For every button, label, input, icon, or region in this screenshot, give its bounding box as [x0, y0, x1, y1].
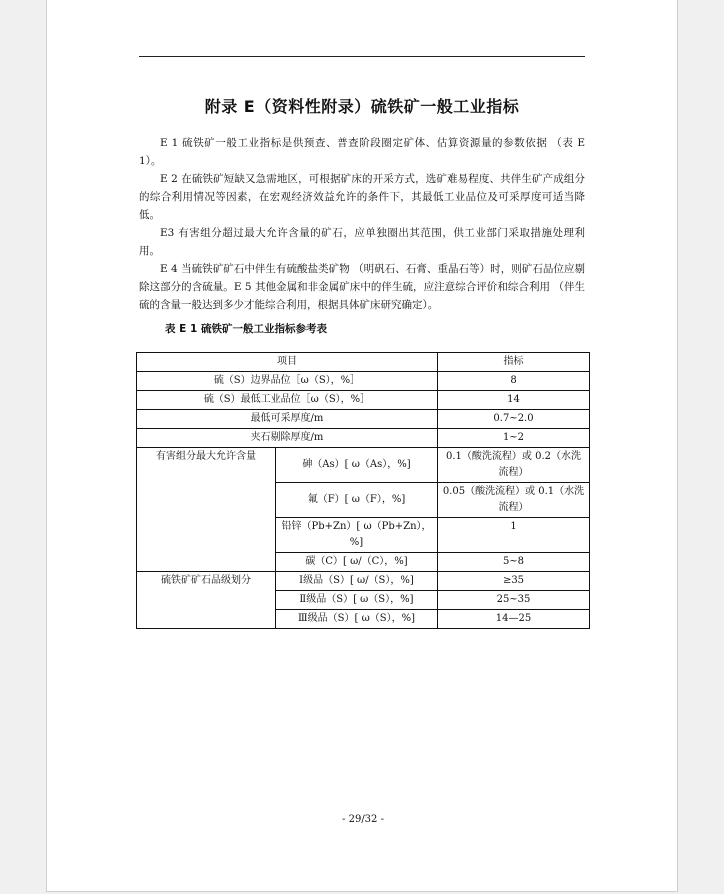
row-label: 铅锌（Pb+Zn）[ ω（Pb+Zn），%] — [276, 518, 438, 553]
table-header-row — [137, 353, 590, 372]
table-row — [137, 572, 590, 591]
row-value: 14 — [438, 391, 590, 410]
body-text — [139, 134, 585, 314]
row-value: 8 — [438, 372, 590, 391]
row-value: 5~8 — [438, 553, 590, 572]
table-caption: 表 E 1 硫铁矿一般工业指标参考表 — [165, 323, 327, 335]
paragraph-e2: E 2 在硫铁矿短缺又急需地区，可根据矿床的开采方式，选矿难易程度、共伴生矿产成组分的综合利用情况等因素，在宏观经济效益允许的条件下，其最低工业品位及可采厚度可适当降低。 — [139, 173, 585, 221]
paragraph-e3: E3 有害组分超过最大允许含量的矿石，应单独圈出其范围，供工业部门采取措施处理利用。 — [139, 227, 585, 257]
row-value: 0.05（酸洗流程）或 0.1（水洗流程） — [438, 483, 590, 518]
row-label: 硫（S）最低工业品位［ω（S），%］ — [137, 391, 438, 410]
row-value: 1~2 — [438, 429, 590, 448]
row-value: 14—25 — [438, 610, 590, 629]
row-label: 氟（F）[ ω（F），%] — [276, 483, 438, 518]
row-label: Ⅱ级品（S）[ ω（S），%] — [276, 591, 438, 610]
grade-group-label: 硫铁矿矿石品级划分 — [137, 572, 276, 629]
paragraph-e1: E 1 硫铁矿一般工业指标是供预查、普查阶段圈定矿体、估算资源量的参数依据 （表 E 1）。 — [139, 137, 585, 167]
table-row — [137, 372, 590, 391]
indicator-table — [136, 352, 590, 629]
row-label: 砷（As）[ ω（As），%] — [276, 448, 438, 483]
document-page — [46, 0, 678, 892]
harmful-group-label: 有害组分最大允许含量 — [137, 448, 276, 572]
table-row — [137, 391, 590, 410]
row-value: 0.1（酸洗流程）或 0.2（水洗流程） — [438, 448, 590, 483]
row-label: Ⅲ级品（S）[ ω（S），%] — [276, 610, 438, 629]
row-label: 碳（C）[ ω/（C），%] — [276, 553, 438, 572]
row-value: 0.7~2.0 — [438, 410, 590, 429]
table-row — [137, 410, 590, 429]
appendix-title: 附录 E（资料性附录）硫铁矿一般工业指标 — [204, 97, 520, 116]
paragraph-e4-e5: E 4 当硫铁矿矿石中伴生有硫酸盐类矿物 （明矾石、石膏、重晶石等）时，则矿石品位应剔除这部分的含硫量。E 5 其他金属和非金属矿床中的伴生硫，应注意综合评价和综合利用 （伴生硫的含量一般达到多少才能综合利用，根据具体矿床研究确定）。 — [139, 263, 585, 311]
header-rule — [139, 56, 585, 57]
row-label: 硫（S）边界品位［ω（S），%］ — [137, 372, 438, 391]
row-value: 1 — [438, 518, 590, 553]
row-value: 25~35 — [438, 591, 590, 610]
table-row — [137, 429, 590, 448]
table-row — [137, 448, 590, 483]
page-number: - 29/32 - — [342, 814, 384, 825]
row-label: 夹石剔除厚度/m — [137, 429, 438, 448]
header-value-cell: 指标 — [438, 353, 590, 372]
row-label: Ⅰ级品（S）[ ω/（S），%] — [276, 572, 438, 591]
row-label: 最低可采厚度/m — [137, 410, 438, 429]
row-value: ≥35 — [438, 572, 590, 591]
header-item-cell: 项目 — [137, 353, 438, 372]
